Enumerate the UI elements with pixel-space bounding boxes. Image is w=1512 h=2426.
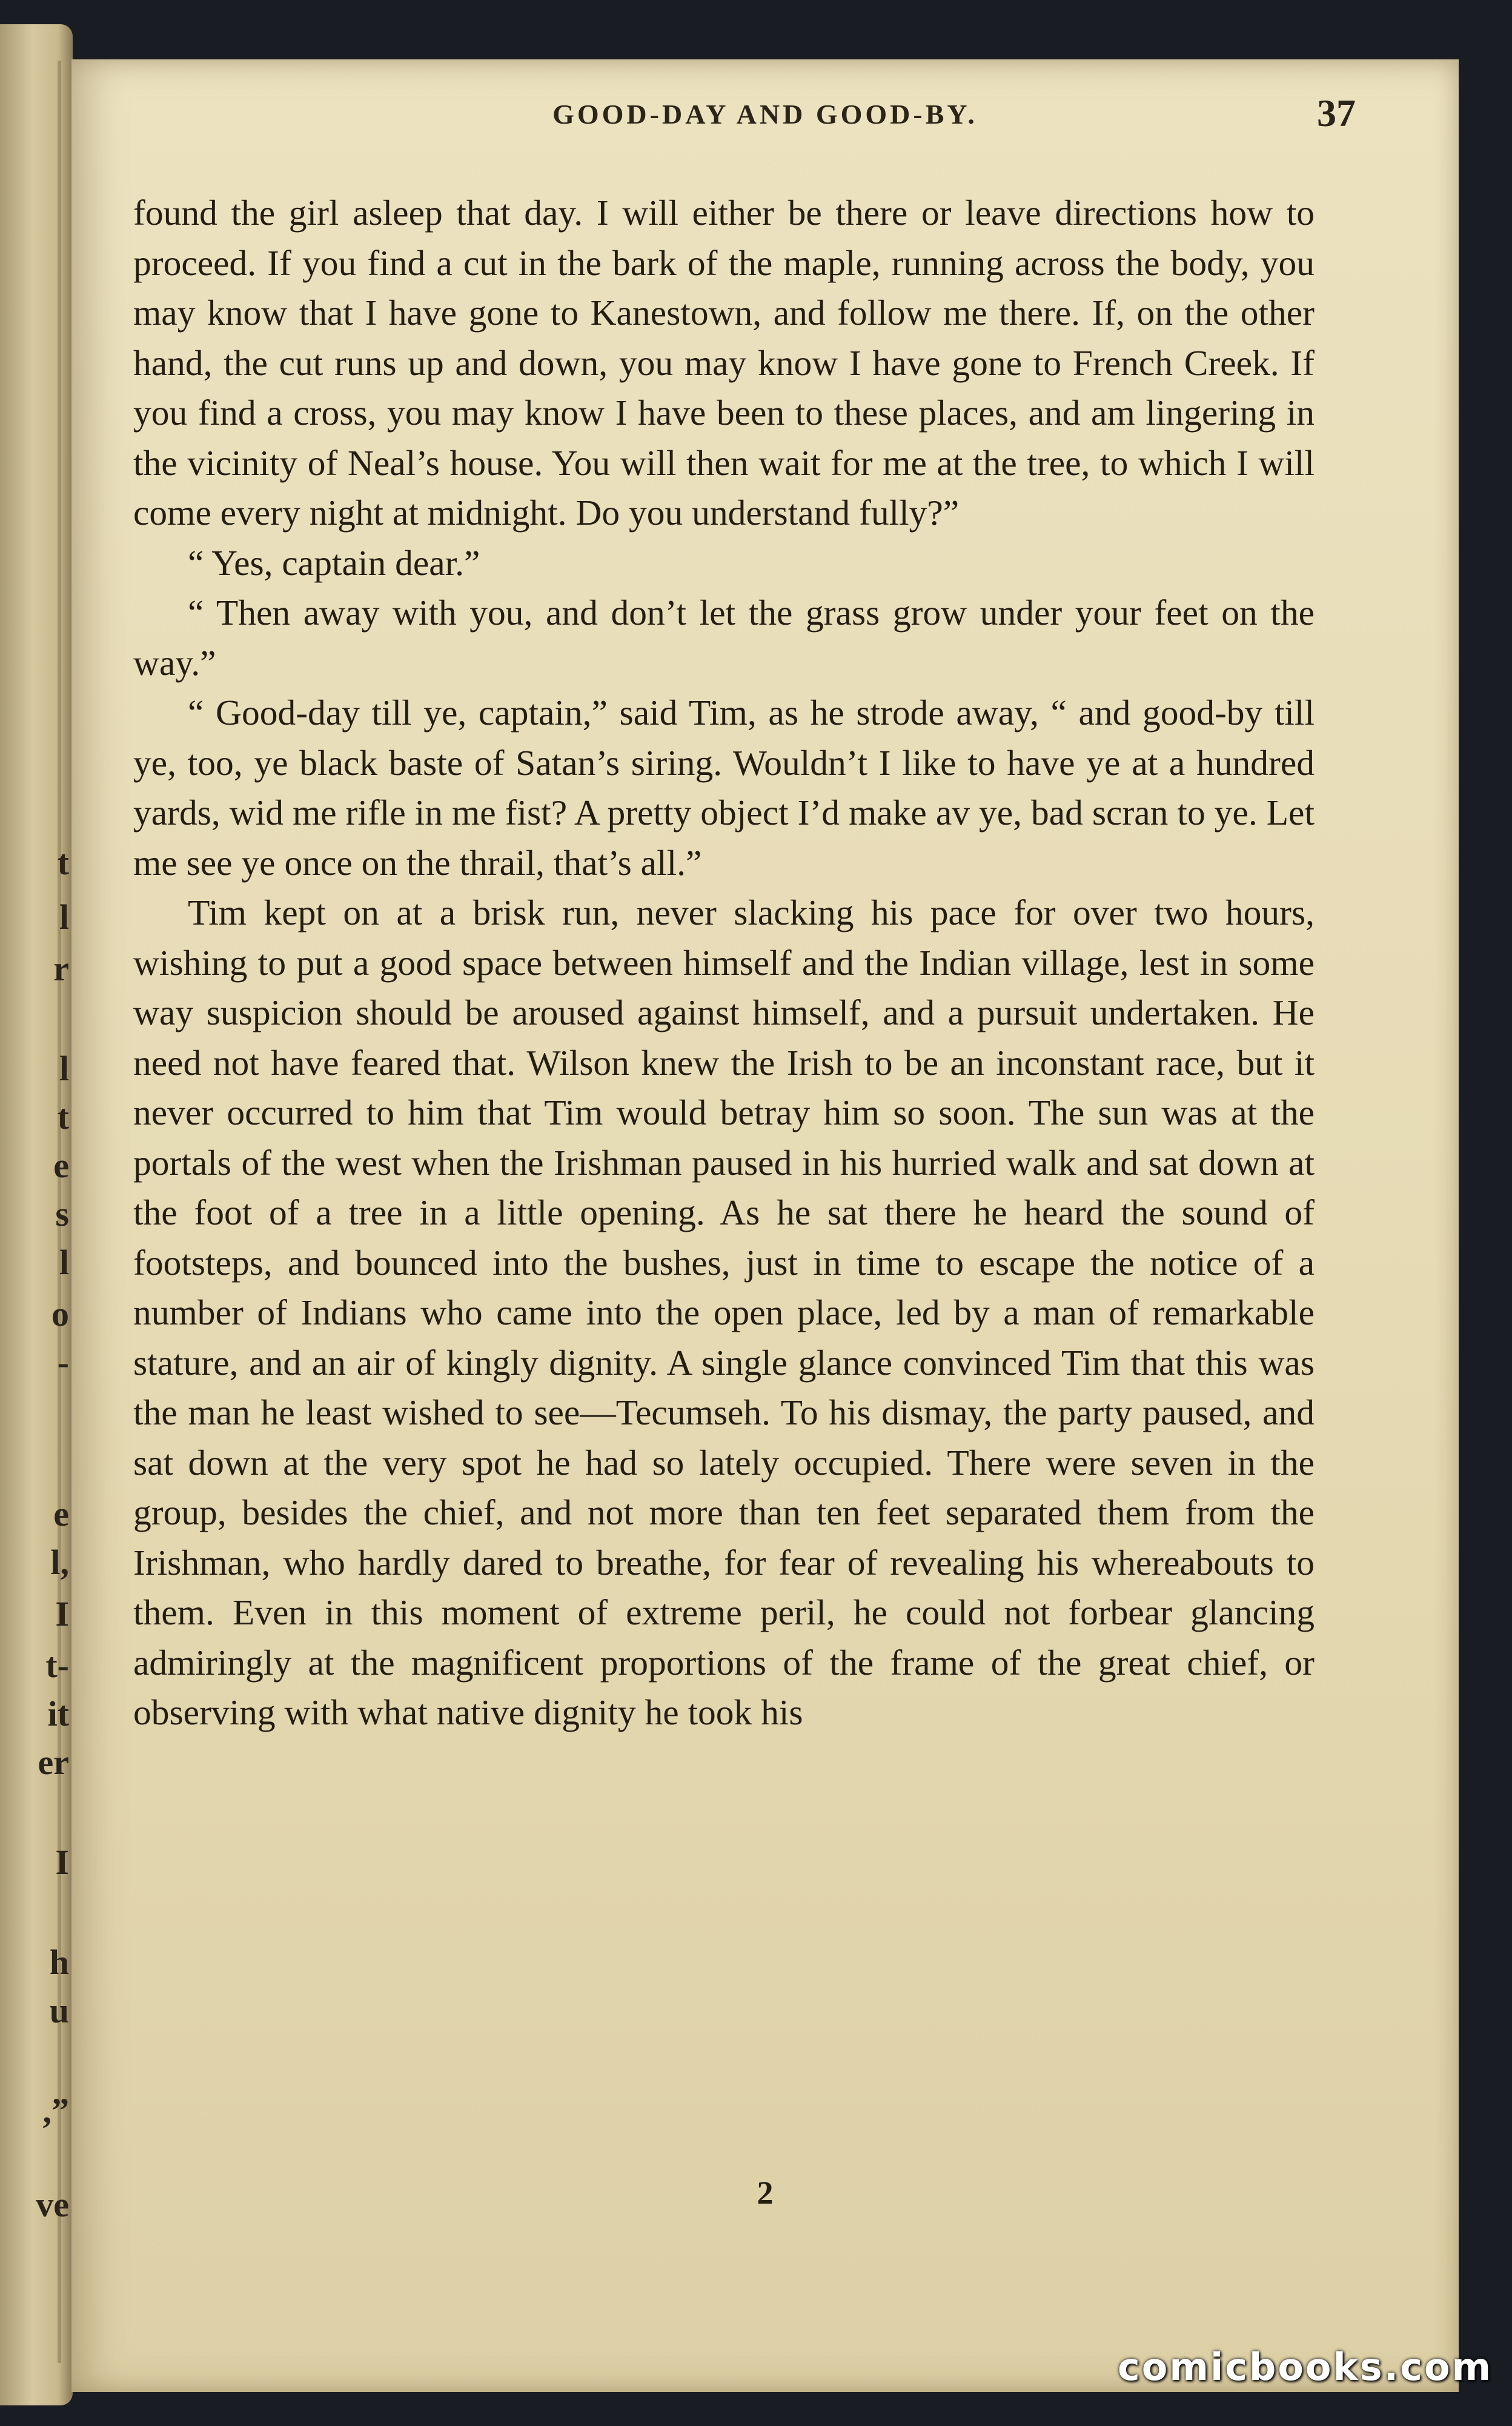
previous-page-fragment: ve: [36, 2185, 69, 2224]
previous-page-fragment: h: [49, 1942, 69, 1982]
previous-page-fragment: l: [59, 1243, 69, 1282]
previous-page-fragment: I: [55, 1843, 69, 1882]
previous-page-fragment: er: [38, 1743, 69, 1782]
previous-page-fragment: l: [59, 897, 69, 937]
previous-page-fragment: it: [47, 1694, 69, 1733]
paragraph: “ Yes, captain dear.”: [188, 542, 480, 583]
watermark: comicbooks.com: [1118, 2345, 1493, 2389]
page-number: 37: [1317, 91, 1356, 135]
previous-page-fragment: s: [55, 1194, 69, 1234]
paragraph: found the girl asleep that day. I will either be there or leave directions how to proceed. If you find a cut in the bark of the maple, running across the body, you may know that I have gone to Kanestown, and follow me there. If, on the other hand, the cut runs up and down, you may know I have gone to French Creek. If you find a cross, you may know I have been to these places, and am lingering in the vicinity of Neal’s house. You will then wait for me at the tree, to which I will come every night at midnight. Do you understand fully?”: [133, 193, 1315, 533]
previous-page-fragment: t: [57, 1097, 69, 1137]
signature-mark: 2: [757, 2175, 774, 2211]
running-head: GOOD-DAY AND GOOD-BY.: [552, 99, 978, 130]
page-header: [71, 91, 1459, 151]
previous-page-edge: [0, 24, 73, 2405]
paragraph: “ Good-day till ye, captain,” said Tim, as he strode away, “ and good-by till ye, too, ye black baste of Satan’s siring. Wouldn’t I like to have ye at a hundred yards, wid me rifle in me fist? A pretty object I’d make av ye, bad scran to ye. Let me see ye once on the thrail, that’s all.”: [133, 693, 1315, 883]
paragraph: “ Then away with you, and don’t let the grass grow under your feet on the way.”: [133, 593, 1315, 683]
previous-page-fragment: o: [51, 1294, 69, 1334]
previous-page-fragment: l: [59, 1049, 69, 1088]
previous-page-fragment: r: [53, 949, 69, 988]
previous-page-fragment: t: [57, 843, 69, 882]
previous-page-fragment: ,”: [42, 2091, 69, 2130]
previous-page-fragment: e: [53, 1146, 69, 1185]
previous-page-fragment: t-: [45, 1646, 69, 1685]
paragraph: Tim kept on at a brisk run, never slacking his pace for over two hours, wishing to put a good space between himself and the Indian village, lest in some way suspicion should be aroused against himself, and a pursuit undertaken. He need not have feared that. Wilson knew the Irish to be an inconstant race, but it never occurred to him that Tim would betray him so soon. The sun was at the portals of the west when the Irishman paused in his hurried walk and sat down at the foot of a tree in a little opening. As he sat there he heard the sound of footsteps, and bounced into the bushes, just in time to escape the notice of a number of Indians who came into the open place, led by a man of remarkable stature, and an air of kingly dignity. A single glance convinced Tim that this was the man he least wished to see—Tecumseh. To his dismay, the party paused, and sat down at the very spot he had so lately occupied. There were seven in the group, besides the chief, and not more than ten feet separated them from the Irishman, who hardly dared to breathe, for fear of revealing his whereabouts to them. Even in this moment of extreme peril, he could not forbear glancing admiringly at the magnificent proportions of the frame of the great chief, or observing with what native dignity he took his: [133, 892, 1315, 1732]
body-text: [133, 188, 1315, 1738]
previous-page-fragment: I: [55, 1594, 69, 1633]
previous-page-fragment: e: [53, 1494, 69, 1534]
previous-page-fragment: l,: [50, 1543, 69, 1582]
previous-page-fragment: u: [49, 1991, 69, 2030]
book-page: [71, 59, 1459, 2392]
previous-page-fragment: -: [57, 1343, 69, 1382]
